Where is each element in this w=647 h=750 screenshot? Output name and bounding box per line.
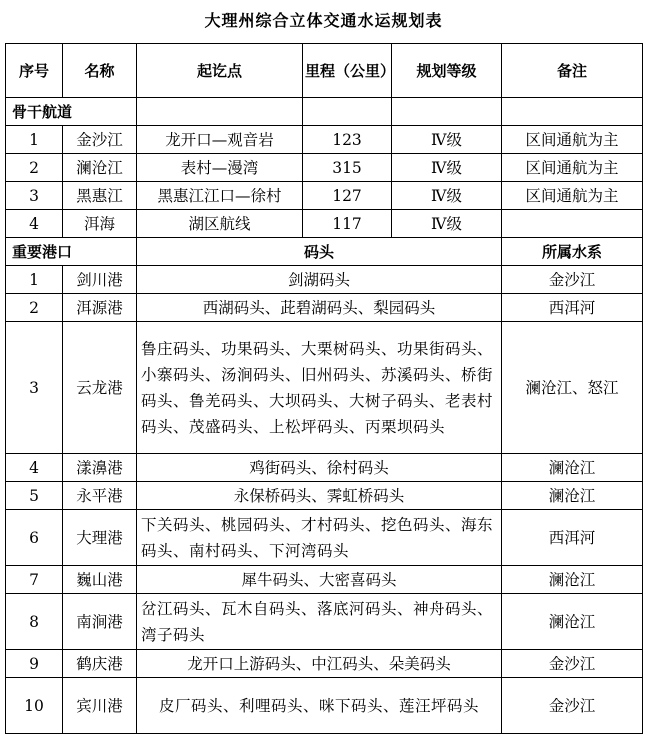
- table-row: [6, 182, 643, 210]
- cell-remark: 区间通航为主: [502, 182, 643, 210]
- cell-wharf: 鲁庄码头、功果码头、大栗树码头、功果街码头、小寨码头、汤涧码头、旧州码头、苏溪码头、桥街码头、鲁羌码头、大坝码头、大树子码头、老表村码头、茂盛码头、上松坪码头、丙栗坝码头: [137, 322, 502, 454]
- cell-grade: Ⅳ级: [392, 154, 502, 182]
- cell-wharf: 剑湖码头: [137, 266, 502, 294]
- cell-wharf: 鸡街码头、徐村码头: [137, 454, 502, 482]
- cell-no: 6: [6, 510, 63, 566]
- cell-no: 5: [6, 482, 63, 510]
- cell-name: 南涧港: [63, 594, 137, 650]
- table-row: [6, 322, 643, 454]
- cell-span: 龙开口—观音岩: [137, 126, 303, 154]
- cell-system: 澜沧江: [502, 594, 643, 650]
- cell-name: 宾川港: [63, 678, 137, 734]
- table-row: [6, 594, 643, 650]
- cell-no: 9: [6, 650, 63, 678]
- cell-wharf: 皮厂码头、利哩码头、咪下码头、莲汪坪码头: [137, 678, 502, 734]
- cell-wharf: 犀牛码头、大密喜码头: [137, 566, 502, 594]
- table-row: [6, 678, 643, 734]
- cell-name: 洱源港: [63, 294, 137, 322]
- header-name: 名称: [63, 44, 137, 98]
- cell-wharf: 永保桥码头、霁虹桥码头: [137, 482, 502, 510]
- header-no: 序号: [6, 44, 63, 98]
- cell-system: 西洱河: [502, 510, 643, 566]
- table-row: [6, 126, 643, 154]
- header-length: 里程（公里）: [303, 44, 392, 98]
- table-row: [6, 154, 643, 182]
- cell-system: 金沙江: [502, 650, 643, 678]
- waterway-plan-table: [5, 43, 643, 734]
- section-row-waterways: [6, 98, 643, 126]
- header-remark: 备注: [502, 44, 643, 98]
- cell-name: 巍山港: [63, 566, 137, 594]
- cell-length: 117: [303, 210, 392, 238]
- cell-name: 鹤庆港: [63, 650, 137, 678]
- cell-name: 云龙港: [63, 322, 137, 454]
- cell-no: 4: [6, 210, 63, 238]
- cell-system: 澜沧江: [502, 566, 643, 594]
- section-label-waterways: 骨干航道: [6, 98, 137, 126]
- header-wharf: 码头: [137, 238, 502, 266]
- section-row-ports: [6, 238, 643, 266]
- section-label-ports: 重要港口: [6, 238, 137, 266]
- cell-wharf: 下关码头、桃园码头、才村码头、挖色码头、海东码头、南村码头、下河湾码头: [137, 510, 502, 566]
- cell-remark: [502, 210, 643, 238]
- cell-span: 湖区航线: [137, 210, 303, 238]
- cell-name: 洱海: [63, 210, 137, 238]
- cell-no: 8: [6, 594, 63, 650]
- header-grade: 规划等级: [392, 44, 502, 98]
- cell-remark: 区间通航为主: [502, 126, 643, 154]
- cell-no: 2: [6, 294, 63, 322]
- cell-name: 剑川港: [63, 266, 137, 294]
- cell-no: 10: [6, 678, 63, 734]
- table-row: [6, 482, 643, 510]
- cell-no: 3: [6, 182, 63, 210]
- table-row: [6, 454, 643, 482]
- table-row: [6, 266, 643, 294]
- cell-wharf: 西湖码头、茈碧湖码头、梨园码头: [137, 294, 502, 322]
- cell-length: 123: [303, 126, 392, 154]
- cell-no: 3: [6, 322, 63, 454]
- cell-no: 1: [6, 126, 63, 154]
- cell-length: 127: [303, 182, 392, 210]
- table-row: [6, 210, 643, 238]
- cell-no: 7: [6, 566, 63, 594]
- cell-span: 黑惠江江口—徐村: [137, 182, 303, 210]
- cell-system: 金沙江: [502, 678, 643, 734]
- header-water-system: 所属水系: [502, 238, 643, 266]
- table-row: [6, 510, 643, 566]
- cell-grade: Ⅳ级: [392, 210, 502, 238]
- cell-no: 4: [6, 454, 63, 482]
- cell-no: 2: [6, 154, 63, 182]
- cell-wharf: 龙开口上游码头、中江码头、朵美码头: [137, 650, 502, 678]
- cell-grade: Ⅳ级: [392, 182, 502, 210]
- cell-no: 1: [6, 266, 63, 294]
- table-title: 大理州综合立体交通水运规划表: [204, 11, 443, 30]
- cell-name: 大理港: [63, 510, 137, 566]
- cell-remark: 区间通航为主: [502, 154, 643, 182]
- cell-system: 金沙江: [502, 266, 643, 294]
- header-span: 起讫点: [137, 44, 303, 98]
- table-row: [6, 294, 643, 322]
- cell-length: 315: [303, 154, 392, 182]
- cell-span: 表村—漫湾: [137, 154, 303, 182]
- cell-name: 金沙江: [63, 126, 137, 154]
- cell-system: 西洱河: [502, 294, 643, 322]
- cell-system: 澜沧江: [502, 454, 643, 482]
- cell-name: 澜沧江: [63, 154, 137, 182]
- cell-grade: Ⅳ级: [392, 126, 502, 154]
- header-row: [6, 44, 643, 98]
- cell-wharf: 岔江码头、瓦木自码头、落底河码头、神舟码头、湾子码头: [137, 594, 502, 650]
- cell-name: 黑惠江: [63, 182, 137, 210]
- cell-name: 永平港: [63, 482, 137, 510]
- table-row: [6, 650, 643, 678]
- cell-name: 漾濞港: [63, 454, 137, 482]
- cell-system: 澜沧江、怒江: [502, 322, 643, 454]
- table-row: [6, 566, 643, 594]
- cell-system: 澜沧江: [502, 482, 643, 510]
